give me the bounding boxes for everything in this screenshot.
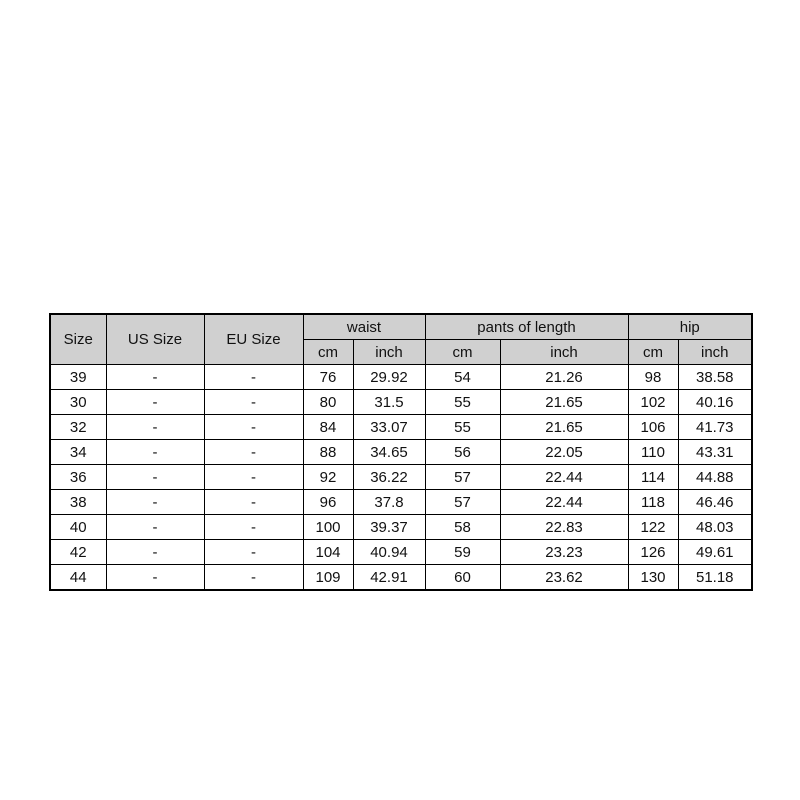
header-eu-size: EU Size bbox=[204, 314, 303, 365]
cell-hip-cm: 98 bbox=[628, 365, 678, 390]
cell-pants-cm: 57 bbox=[425, 490, 500, 515]
table-row bbox=[50, 365, 752, 390]
cell-us-size: - bbox=[106, 365, 204, 390]
cell-size: 44 bbox=[50, 565, 106, 591]
table-header bbox=[50, 314, 752, 365]
header-pants-cm: cm bbox=[425, 340, 500, 365]
cell-hip-cm: 106 bbox=[628, 415, 678, 440]
table-row bbox=[50, 440, 752, 465]
cell-waist-inch: 37.8 bbox=[353, 490, 425, 515]
cell-pants-inch: 21.65 bbox=[500, 415, 628, 440]
cell-waist-inch: 31.5 bbox=[353, 390, 425, 415]
cell-hip-cm: 114 bbox=[628, 465, 678, 490]
header-us-size: US Size bbox=[106, 314, 204, 365]
cell-waist-cm: 76 bbox=[303, 365, 353, 390]
cell-waist-inch: 40.94 bbox=[353, 540, 425, 565]
cell-pants-cm: 55 bbox=[425, 390, 500, 415]
cell-waist-inch: 36.22 bbox=[353, 465, 425, 490]
cell-waist-inch: 34.65 bbox=[353, 440, 425, 465]
cell-eu-size: - bbox=[204, 490, 303, 515]
cell-pants-cm: 55 bbox=[425, 415, 500, 440]
header-pants-inch: inch bbox=[500, 340, 628, 365]
cell-waist-cm: 84 bbox=[303, 415, 353, 440]
cell-eu-size: - bbox=[204, 565, 303, 591]
cell-size: 30 bbox=[50, 390, 106, 415]
size-chart-table bbox=[49, 313, 753, 591]
header-waist-inch: inch bbox=[353, 340, 425, 365]
header-size: Size bbox=[50, 314, 106, 365]
cell-us-size: - bbox=[106, 390, 204, 415]
cell-hip-inch: 48.03 bbox=[678, 515, 752, 540]
cell-waist-cm: 96 bbox=[303, 490, 353, 515]
cell-hip-inch: 46.46 bbox=[678, 490, 752, 515]
cell-waist-cm: 109 bbox=[303, 565, 353, 591]
cell-waist-cm: 100 bbox=[303, 515, 353, 540]
table-row bbox=[50, 490, 752, 515]
header-hip-cm: cm bbox=[628, 340, 678, 365]
header-pants-length: pants of length bbox=[425, 314, 628, 340]
cell-waist-inch: 33.07 bbox=[353, 415, 425, 440]
cell-waist-inch: 39.37 bbox=[353, 515, 425, 540]
cell-waist-cm: 80 bbox=[303, 390, 353, 415]
cell-hip-cm: 118 bbox=[628, 490, 678, 515]
cell-hip-cm: 110 bbox=[628, 440, 678, 465]
cell-pants-cm: 56 bbox=[425, 440, 500, 465]
cell-pants-cm: 60 bbox=[425, 565, 500, 591]
cell-pants-inch: 23.62 bbox=[500, 565, 628, 591]
cell-hip-inch: 38.58 bbox=[678, 365, 752, 390]
cell-size: 32 bbox=[50, 415, 106, 440]
cell-us-size: - bbox=[106, 415, 204, 440]
cell-pants-cm: 59 bbox=[425, 540, 500, 565]
cell-waist-cm: 88 bbox=[303, 440, 353, 465]
table-body bbox=[50, 365, 752, 591]
cell-us-size: - bbox=[106, 540, 204, 565]
cell-us-size: - bbox=[106, 515, 204, 540]
cell-pants-cm: 58 bbox=[425, 515, 500, 540]
cell-hip-inch: 43.31 bbox=[678, 440, 752, 465]
table-row bbox=[50, 465, 752, 490]
cell-us-size: - bbox=[106, 490, 204, 515]
cell-hip-cm: 102 bbox=[628, 390, 678, 415]
cell-size: 36 bbox=[50, 465, 106, 490]
cell-waist-cm: 92 bbox=[303, 465, 353, 490]
header-waist-cm: cm bbox=[303, 340, 353, 365]
cell-hip-inch: 44.88 bbox=[678, 465, 752, 490]
header-row-main bbox=[50, 314, 752, 340]
cell-hip-inch: 40.16 bbox=[678, 390, 752, 415]
cell-eu-size: - bbox=[204, 465, 303, 490]
cell-us-size: - bbox=[106, 440, 204, 465]
cell-pants-cm: 54 bbox=[425, 365, 500, 390]
cell-eu-size: - bbox=[204, 515, 303, 540]
cell-size: 39 bbox=[50, 365, 106, 390]
table-row bbox=[50, 515, 752, 540]
header-waist: waist bbox=[303, 314, 425, 340]
cell-eu-size: - bbox=[204, 365, 303, 390]
cell-eu-size: - bbox=[204, 540, 303, 565]
table-row bbox=[50, 390, 752, 415]
table-row bbox=[50, 415, 752, 440]
cell-pants-inch: 22.05 bbox=[500, 440, 628, 465]
cell-waist-inch: 42.91 bbox=[353, 565, 425, 591]
cell-hip-inch: 51.18 bbox=[678, 565, 752, 591]
cell-pants-inch: 21.26 bbox=[500, 365, 628, 390]
cell-eu-size: - bbox=[204, 415, 303, 440]
cell-us-size: - bbox=[106, 565, 204, 591]
cell-pants-inch: 22.44 bbox=[500, 465, 628, 490]
cell-hip-inch: 49.61 bbox=[678, 540, 752, 565]
cell-hip-cm: 122 bbox=[628, 515, 678, 540]
table-row bbox=[50, 565, 752, 591]
cell-eu-size: - bbox=[204, 440, 303, 465]
cell-size: 42 bbox=[50, 540, 106, 565]
cell-pants-inch: 22.44 bbox=[500, 490, 628, 515]
cell-size: 34 bbox=[50, 440, 106, 465]
cell-waist-inch: 29.92 bbox=[353, 365, 425, 390]
cell-size: 38 bbox=[50, 490, 106, 515]
cell-pants-inch: 22.83 bbox=[500, 515, 628, 540]
cell-hip-inch: 41.73 bbox=[678, 415, 752, 440]
cell-hip-cm: 126 bbox=[628, 540, 678, 565]
header-hip-inch: inch bbox=[678, 340, 752, 365]
cell-pants-inch: 23.23 bbox=[500, 540, 628, 565]
cell-size: 40 bbox=[50, 515, 106, 540]
cell-eu-size: - bbox=[204, 390, 303, 415]
cell-pants-inch: 21.65 bbox=[500, 390, 628, 415]
cell-pants-cm: 57 bbox=[425, 465, 500, 490]
header-hip: hip bbox=[628, 314, 752, 340]
cell-hip-cm: 130 bbox=[628, 565, 678, 591]
table-row bbox=[50, 540, 752, 565]
cell-us-size: - bbox=[106, 465, 204, 490]
cell-waist-cm: 104 bbox=[303, 540, 353, 565]
